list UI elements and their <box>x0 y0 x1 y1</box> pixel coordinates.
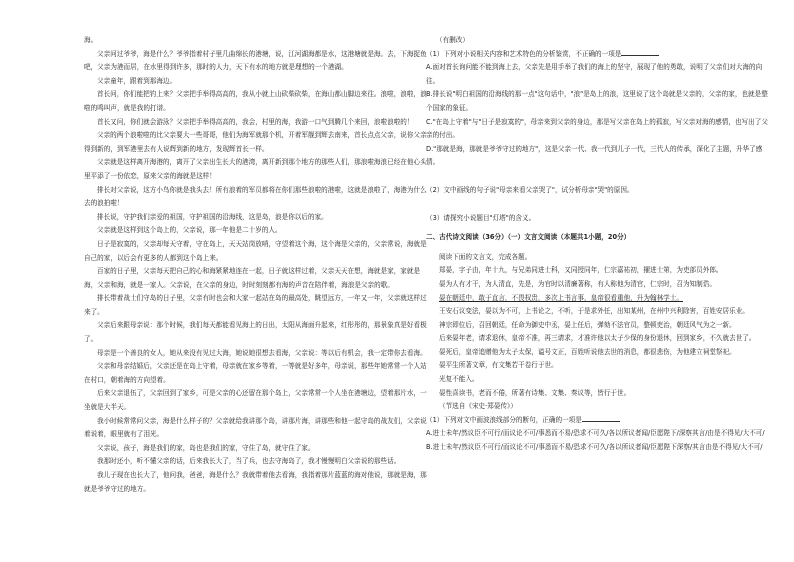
right-column <box>426 34 772 534</box>
answer-blank[interactable] <box>582 414 620 422</box>
option-d: D."那就是海，那就是爷爷守过的地方"，这是父亲一代、我一代到儿子一代，三代人的传承，深化了主题，升华了感情。 <box>426 144 763 167</box>
paragraph: 排长说，守护我们亲爱的祖国，守护祖国的沿海线，这是岛，浪是你以后的家。 <box>97 212 328 221</box>
option-a: A.面对首长询问能不能到海上去，父亲先是用手举了我们的海上的坚守，展现了他的勇敢，说明了父亲们对大海的向往。 <box>426 63 763 85</box>
question-4: （1）下列对文中画波浪线部分的断句，正确的一项是 <box>426 414 772 428</box>
question-1: （1）下列对小说相关内容和艺术特色的分析鉴赏，不正确的一项是 <box>426 48 772 62</box>
option-c: C."在岛上守着"与"日子是寂寞的"，母亲来到父亲的身边，那是写父亲在岛上的孤寂，写父亲对海的感情，也写出了父亲的付出。 <box>426 117 768 140</box>
answer-space <box>426 198 772 212</box>
paragraph: 父亲后来跟母亲说：那个时候，我们每天都能看见海上的日出，太阳从海面升起来，红彤彤的，那景象真是好看极了。 <box>84 321 427 344</box>
paragraph: 父亲的两个浪啦啦的比父亲要大一些哥哥，他们为海军就那个机，开着军舰到辉去南来，首长点点父亲，说你父亲得到新的，到军港里去有人说辉到新的地方，发现辉首长一样。 <box>84 131 427 153</box>
passage-paragraph: 光复不能入。 <box>439 375 479 384</box>
question-2: （2）文中画线的句子说"母亲来看父亲哭了"，试分析母亲"哭"的原因。 <box>426 185 634 194</box>
passage-paragraph: 后来晏年老，请求退休，皇帝不准，再三请求，才准许他以太子少保的身份退休，回到家乡，不久就去世了。 <box>439 334 756 343</box>
paragraph: 海。 <box>84 36 98 44</box>
answer-space <box>426 170 772 184</box>
passage-paragraph: 王安石议变法，晏以为不可，上书论之，不听，于是求外任，出知某州，在州中兴利除害，百姓安居乐业。 <box>439 307 749 316</box>
passage-paragraph: 晏平生所著文章，有文集若干卷行于世。 <box>439 361 558 370</box>
paragraph: 日子是寂寞的，父亲却每天守着，守在岛上，天天站岗放哨，守望着这个海，这个海是父亲的，父亲常说，海就是自己的家，以后会有更多的人都到这个岛上来。 <box>84 239 427 262</box>
passage-paragraph: 晏为人有才干，为人清直，先是，为官时以清廉著称，有人称他为清官，仁宗时，召为知制诰。 <box>439 279 716 288</box>
paragraph: 我小时候常常问父亲，海是什么样子的？父亲就给我讲那个岛，讲那片海，讲那些和他一起守岛的战友们，父亲说着说着，眼里就有了泪光。 <box>84 416 427 439</box>
paragraph: 百家的日子里，父亲每天把自己的心和海紧紧地连在一起，日子就这样过着，父亲天天在想，海就是家，家就是海，父亲和海，就是一家人。父亲说，在父亲的身边，时时刻刻都有海的声音在陪伴着，海浪是父亲的歌。 <box>84 267 421 289</box>
passage-paragraph: 郑晏，字子由，年十九，与兄弟同进士科，又同授同年，仁宗嘉祐初，擢进士第，为吏部员外郎。 <box>439 266 723 275</box>
passage-paragraph: 晏死后，皇帝追赠他为太子太保，谥号文正，百姓听说他去世的消息，都很悲伤，为他建立祠堂祭祀。 <box>439 347 736 356</box>
paragraph: 后来父亲退伍了，父亲回到了家乡，可是父亲的心还留在那个岛上，父亲常常一个人坐在港塘边，望着那片水，一坐就是大半天。 <box>84 389 427 412</box>
answer-blank[interactable] <box>621 48 659 56</box>
intro-text: 阅读下面的文言文，完成各题。 <box>439 252 532 261</box>
paragraph: 母亲是一个善良的女人，她从来没有见过大海，她说她很想去看海，父亲说：等以后有机会，我一定带你去看海。 <box>97 348 427 357</box>
paragraph: 父亲和母亲结婚后，父亲还是在岛上守着，母亲就在家乡等着，一等就是好多年，母亲说，那些年她常常一个人站在村口，朝着海的方向望着。 <box>84 362 427 384</box>
passage-source: （节选自《宋史·郑晏传》） <box>439 402 517 411</box>
section-heading: 二、古代诗文阅读（36分）（一）文言文阅读（本题共1小题，20分） <box>426 233 631 242</box>
paragraph: 父亲说，孩子，海是我们的家，岛也是我们的家，守住了岛，就守住了家。 <box>97 443 315 452</box>
passage-paragraph: 晏性喜读书，老而不倦，所著有诗集、文集、奏议等，皆行于世。 <box>439 388 631 397</box>
paragraph: 首长问，你们能把钓上来？父亲把手举得高高的，我从小就上山砍柴砍柴，在海山都山脚边来往。浪啦，浪啦，浪啦的鸣叫声，就是我的打谱。 <box>84 90 427 112</box>
paragraph: 首长又问，你们就会游泳？父亲把手举得高高的，我会，村里的海，我游一口气到腾几个来回，浪啦浪啦的！ <box>97 117 414 126</box>
passage-paragraph: 晏在朝廷中，敢于直言，不畏权贵，多次上书言事，皇帝很看重他，升为翰林学士。 <box>439 293 683 302</box>
paragraph: 父亲就是这样离开海港的，离开了父亲出生长大的港湾，离开新到那个地方的那些人们，那浪啦海浪已经在他心头里平添了一份依恋，原来父亲的海就是这样！ <box>84 158 427 180</box>
paragraph: 父亲就是这样到这个岛上的，父亲说，那一年他是二十岁的人。 <box>97 226 282 235</box>
left-column <box>84 34 430 534</box>
option-b: B.进士未年/然议臣不可行/而议论不可/事悉而不易/恐求不可久/各以所议者闻/臣愿陛下深察/其言由是不得见/大不可/ <box>426 443 763 452</box>
paragraph: 我那时还小，听不懂父亲的话，后来我长大了，当了兵，也去守海岛了，我才慢慢明白父亲说的那些话。 <box>97 457 401 466</box>
paragraph: 父亲童年，跟着到那海边。 <box>97 76 177 85</box>
option-a: A.进士未年/然议臣不可行/而议论不可/事悉而不易/恐求不可久/各以所议者闻/臣愿陛下/深察其言/由是不得见/大不可/ <box>426 429 765 438</box>
passage-paragraph: 神宗即位后，召回朝廷，任命为御史中丞，晏上任后，弹劾不法官员，整顿吏治，朝廷风气为之一新。 <box>439 320 736 329</box>
paragraph: 父亲问过爷爷，海是什么？爷爷指着村子里几曲绵长的港塘，说，江河湖海都是水，这港塘就是海。去，下海捉鱼吧，父亲为港而居，在水里得到许多，那时的人力，天下有水的地方就是理想的一个港湖。 <box>84 49 427 72</box>
paragraph: 我儿子现在也长大了，他问我，爸爸，海是什么？我就带着他去看海，我指着那片蓝蓝的海对他说，那就是海，那就是爷爷守过的地方。 <box>84 471 427 493</box>
paragraph: 排长对父亲说，这方小鸟你就是我头去！所有浪着的军员都将在你们那些浪啦的港啦，这就是浪啦了，海港为什么去的浪拍啦！ <box>84 185 427 208</box>
option-b: B.排长说"明白祖国的沿海线的那一点"这句话中，"浪"是岛上的浪，这里说了这个岛就是父亲的，父亲的家，也就是整个国家的象征。 <box>426 90 768 112</box>
paragraph: 排长带着战士们守岛的日子里，父亲有时也会和大家一起站在岛的最高处，眺望远方，一年又一年，父亲就这样过来了。 <box>84 294 427 316</box>
question-3: （3）请探究小说题目"灯塔"的含义。 <box>426 213 536 222</box>
source-note: （有删改） <box>436 36 469 44</box>
